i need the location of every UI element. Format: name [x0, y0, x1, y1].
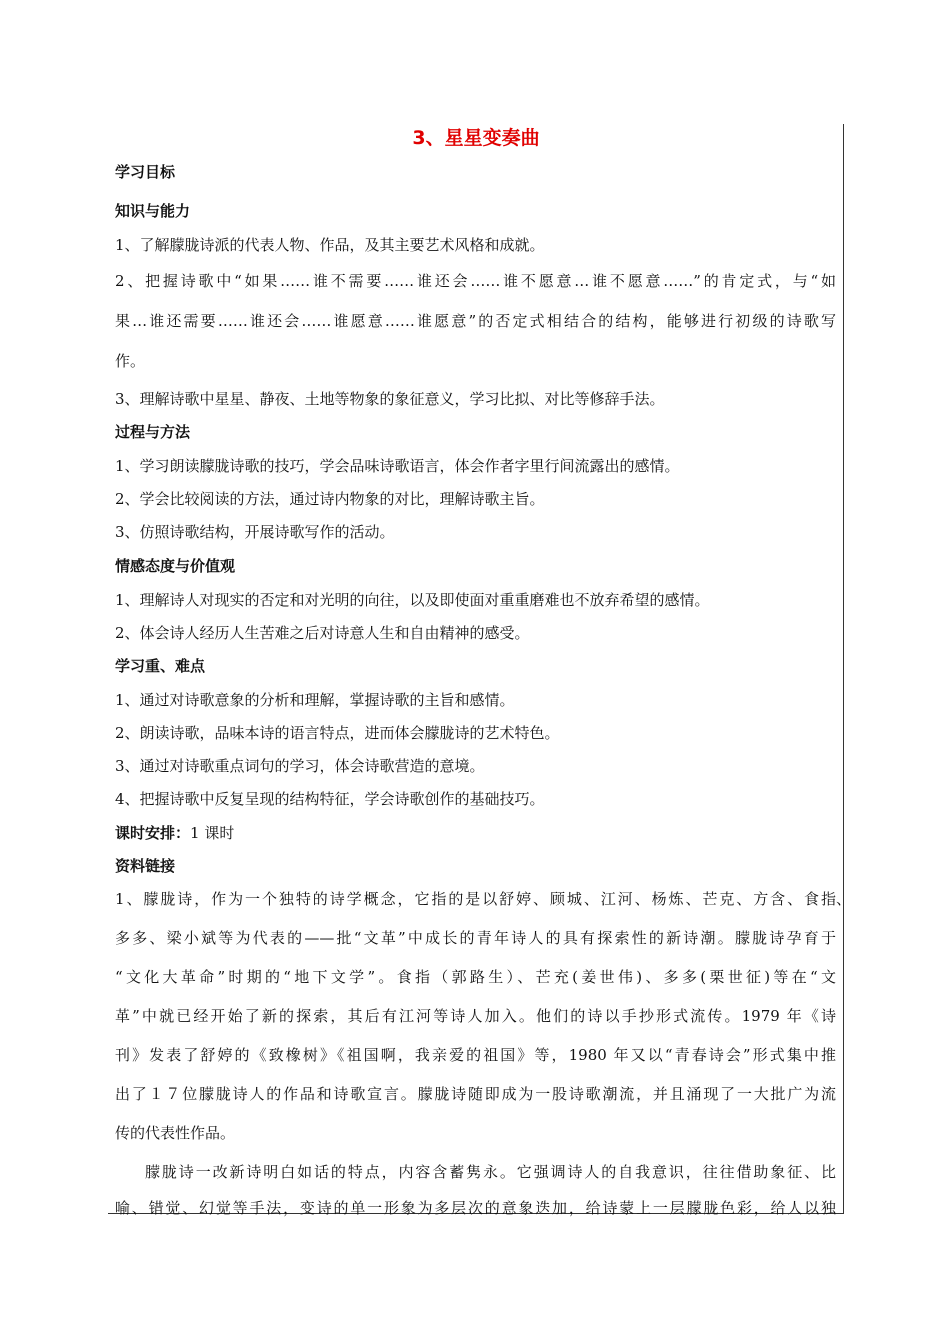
resources-p1-line-5: 刊》发表了舒婷的《致橡树》《祖国啊，我亲爱的祖国》等，1980 年又以“青春诗会”形式集中推	[115, 1046, 836, 1064]
heading-resources: 资料链接	[115, 857, 176, 875]
knowledge-item-1: 1、了解朦胧诗派的代表人物、作品，及其主要艺术风格和成就。	[115, 236, 545, 254]
schedule-value: 1 课时	[190, 824, 235, 842]
knowledge-item-2-line-2: 果…谁还需要……谁还会……谁愿意……谁愿意”的否定式相结合的结构，能够进行初级的诗歌写	[115, 312, 836, 330]
resources-p1-line-1-end: 、	[836, 890, 852, 908]
knowledge-item-3: 3、理解诗歌中星星、静夜、土地等物象的象征意义，学习比拟、对比等修辞手法。	[115, 390, 665, 408]
emotion-item-1: 1、理解诗人对现实的否定和对光明的向往，以及即使面对重重磨难也不放弃希望的感情。	[115, 591, 710, 609]
resources-p1-line-1: 1、朦胧诗，作为一个独特的诗学概念，它指的是以舒婷、顾城、江河、杨炼、芒克、方含、食指	[115, 890, 836, 908]
heading-learning-goals: 学习目标	[115, 163, 176, 181]
process-item-3: 3、仿照诗歌结构，开展诗歌写作的活动。	[115, 523, 395, 541]
resources-p2-line-1: 朦胧诗一改新诗明白如话的特点，内容含蓄隽永。它强调诗人的自我意识，往往借助象征、比	[145, 1163, 836, 1181]
resources-p1-line-3: “文化大革命”时期的“地下文学”。食指（郭路生）、芒充(姜世伟)、多多(栗世征)等在“文	[115, 968, 836, 986]
keypoint-item-2: 2、朗读诗歌，品味本诗的语言特点，进而体会朦胧诗的艺术特色。	[115, 724, 560, 742]
keypoint-item-3: 3、通过对诗歌重点词句的学习，体会诗歌营造的意境。	[115, 757, 485, 775]
resources-p1-line-6: 出了１７位朦胧诗人的作品和诗歌宣言。朦胧诗随即成为一股诗歌潮流，并且涌现了一大批广为流	[115, 1085, 836, 1103]
emotion-item-2: 2、体会诗人经历人生苦难之后对诗意人生和自由精神的感受。	[115, 624, 530, 642]
process-item-1: 1、学习朗读朦胧诗歌的技巧，学会品味诗歌语言，体会作者字里行间流露出的感情。	[115, 457, 680, 475]
resources-p1-line-7: 传的代表性作品。	[115, 1124, 236, 1142]
resources-p1-line-2: 多多、梁小斌等为代表的——批“文革”中成长的青年诗人的具有探索性的新诗潮。朦胧诗孕育于	[115, 929, 836, 947]
resources-p2-line-2: 喻、错觉、幻觉等手法，变诗的单一形象为多层次的意象迭加，给诗蒙上一层朦胧色彩，给人以独	[115, 1199, 836, 1217]
heading-emotion-values: 情感态度与价值观	[115, 557, 236, 575]
heading-key-points: 学习重、难点	[115, 657, 206, 675]
heading-knowledge-ability: 知识与能力	[115, 202, 191, 220]
page-right-border	[843, 124, 844, 1214]
knowledge-item-2-line-3: 作。	[115, 352, 146, 370]
keypoint-item-1: 1、通过对诗歌意象的分析和理解，掌握诗歌的主旨和感情。	[115, 691, 515, 709]
document-title: 3、星星变奏曲	[412, 127, 540, 149]
resources-p1-line-4: 革”中就已经开始了新的探索，其后有江河等诗人加入。他们的诗以手抄形式流传。1979 年《诗	[115, 1007, 836, 1025]
schedule-label: 课时安排：	[115, 824, 191, 842]
process-item-2: 2、学会比较阅读的方法，通过诗内物象的对比，理解诗歌主旨。	[115, 490, 545, 508]
keypoint-item-4: 4、把握诗歌中反复呈现的结构特征，学会诗歌创作的基础技巧。	[115, 790, 545, 808]
heading-process-method: 过程与方法	[115, 423, 191, 441]
knowledge-item-2-line-1: 2、把握诗歌中“如果……谁不需要……谁还会……谁不愿意…谁不愿意……”的肯定式，与“如	[115, 272, 836, 290]
schedule-line	[115, 822, 234, 844]
